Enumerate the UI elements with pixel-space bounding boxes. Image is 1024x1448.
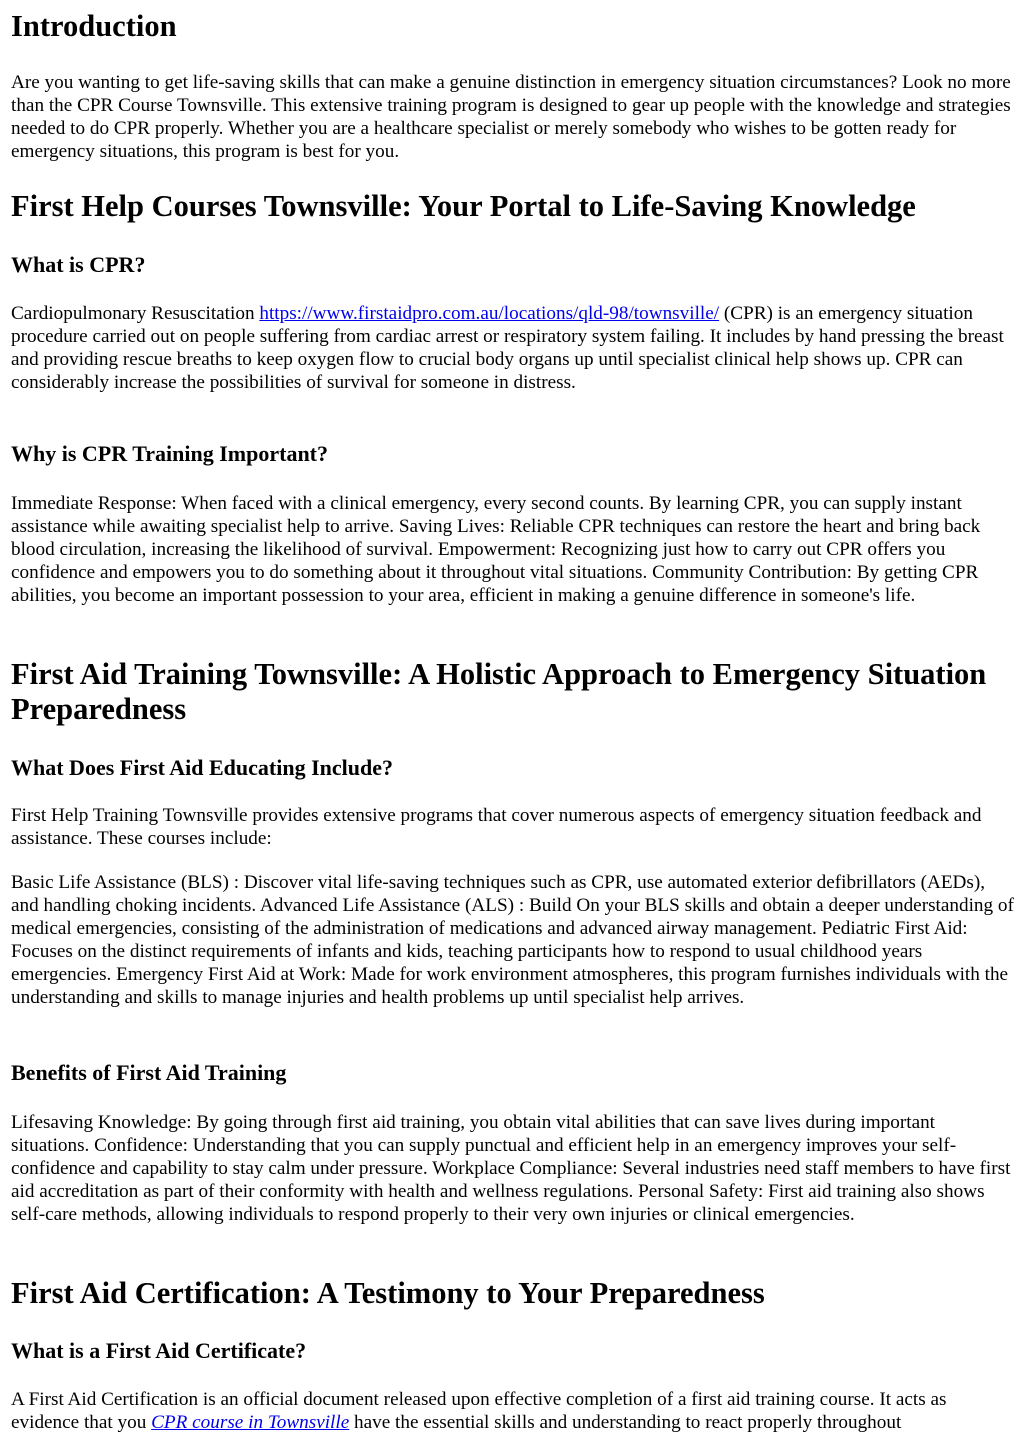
certificate-text-before: A First Aid Certification is an official document released upon effective completion of a first aid training course. It acts as evidence that you xyxy=(11,1389,947,1434)
intro-heading: Introduction xyxy=(11,9,177,43)
certificate-text-after: have the essential skills and understanding to react properly throughout xyxy=(349,1412,902,1434)
why-cpr-heading: Why is CPR Training Important? xyxy=(11,441,329,466)
what-does-paragraph-1: First Help Training Townsville provides extensive programs that cover numerous aspects of emergency situation feedback and assistance. These courses include: xyxy=(11,805,982,850)
firstaidpro-link[interactable]: https://www.firstaidpro.com.au/locations/qld-98/townsville/ xyxy=(259,303,720,324)
first-aid-training-heading: First Aid Training Townsville: A Holistic Approach to Emergency Situation Preparedness xyxy=(11,657,987,726)
certification-heading: First Aid Certification: A Testimony to Your Preparedness xyxy=(11,1276,765,1310)
why-cpr-paragraph: Immediate Response: When faced with a clinical emergency, every second counts. By learning CPR, you can supply instant assistance while awaiting specialist help to arrive. Saving Lives: Reliable CPR techniques can restore the heart and bring back blood circulation, increasing the likelihood of survival. Empowerment: Recognizing just how to carry out CPR offers you confidence and empowers you to do something about it throughout vital situations. Community Contribution: By getting CPR abilities, you become an important possession to your area, efficient in making a genuine difference in someone's life. xyxy=(11,493,981,607)
benefits-paragraph: Lifesaving Knowledge: By going through first aid training, you obtain vital abilities that can save lives during important situations. Confidence: Understanding that you can supply punctual and efficient help in an emergency improves your self-confidence and capability to stay calm under pressure. Workplace Compliance: Several industries need staff members to have first aid accreditation as part of their conformity with health and wellness regulations. Personal Safety: First aid training also shows self-care methods, allowing individuals to respond properly to their very own injuries or clinical emergencies. xyxy=(11,1112,1011,1226)
what-is-certificate-heading: What is a First Aid Certificate? xyxy=(11,1338,307,1363)
what-does-first-aid-include-heading: What Does First Aid Educating Include? xyxy=(11,755,393,780)
intro-paragraph: Are you wanting to get life-saving skills that can make a genuine distinction in emergency situation circumstances? Look no more than the CPR Course Townsville. This extensive training program is designed to gear up people with the knowledge and strategies needed to do CPR properly. Whether you are a healthcare specialist or merely somebody who wishes to be gotten ready for emergency situations, this program is best for you. xyxy=(11,72,1011,163)
what-is-cpr-heading: What is CPR? xyxy=(11,252,146,277)
what-is-cpr-paragraph xyxy=(11,302,1015,394)
what-is-certificate-paragraph xyxy=(11,1388,1015,1434)
what-does-paragraph-2: Basic Life Assistance (BLS) : Discover vital life-saving techniques such as CPR, use automated exterior defibrillators (AEDs), and handling choking incidents. Advanced Life Assistance (ALS) : Build On your BLS skills and obtain a deeper understanding of medical emergencies, consisting of the administration of medications and advanced airway management. Pediatric First Aid: Focuses on the distinct requirements of infants and kids, teaching participants how to respond to usual childhood years emergencies. Emergency First Aid at Work: Made for work environment atmospheres, this program furnishes individuals with the understanding and skills to manage injuries and health problems up until specialist help arrives. xyxy=(11,872,1014,1009)
what-is-cpr-text-after: (CPR) is an emergency situation procedure carried out on people suffering from cardiac arrest or respiratory system failing. It includes by hand pressing the breast and providing rescue breaths to keep oxygen flow to crucial body organs up until specialist clinical help shows up. CPR can considerably increase the possibilities of survival for someone in distress. xyxy=(11,303,1004,394)
benefits-heading: Benefits of First Aid Training xyxy=(11,1060,287,1085)
cpr-course-townsville-link[interactable]: CPR course in Townsville xyxy=(151,1412,350,1434)
what-is-cpr-text-before: Cardiopulmonary Resuscitation xyxy=(11,303,260,324)
first-help-courses-heading: First Help Courses Townsville: Your Portal to Life-Saving Knowledge xyxy=(11,189,916,223)
